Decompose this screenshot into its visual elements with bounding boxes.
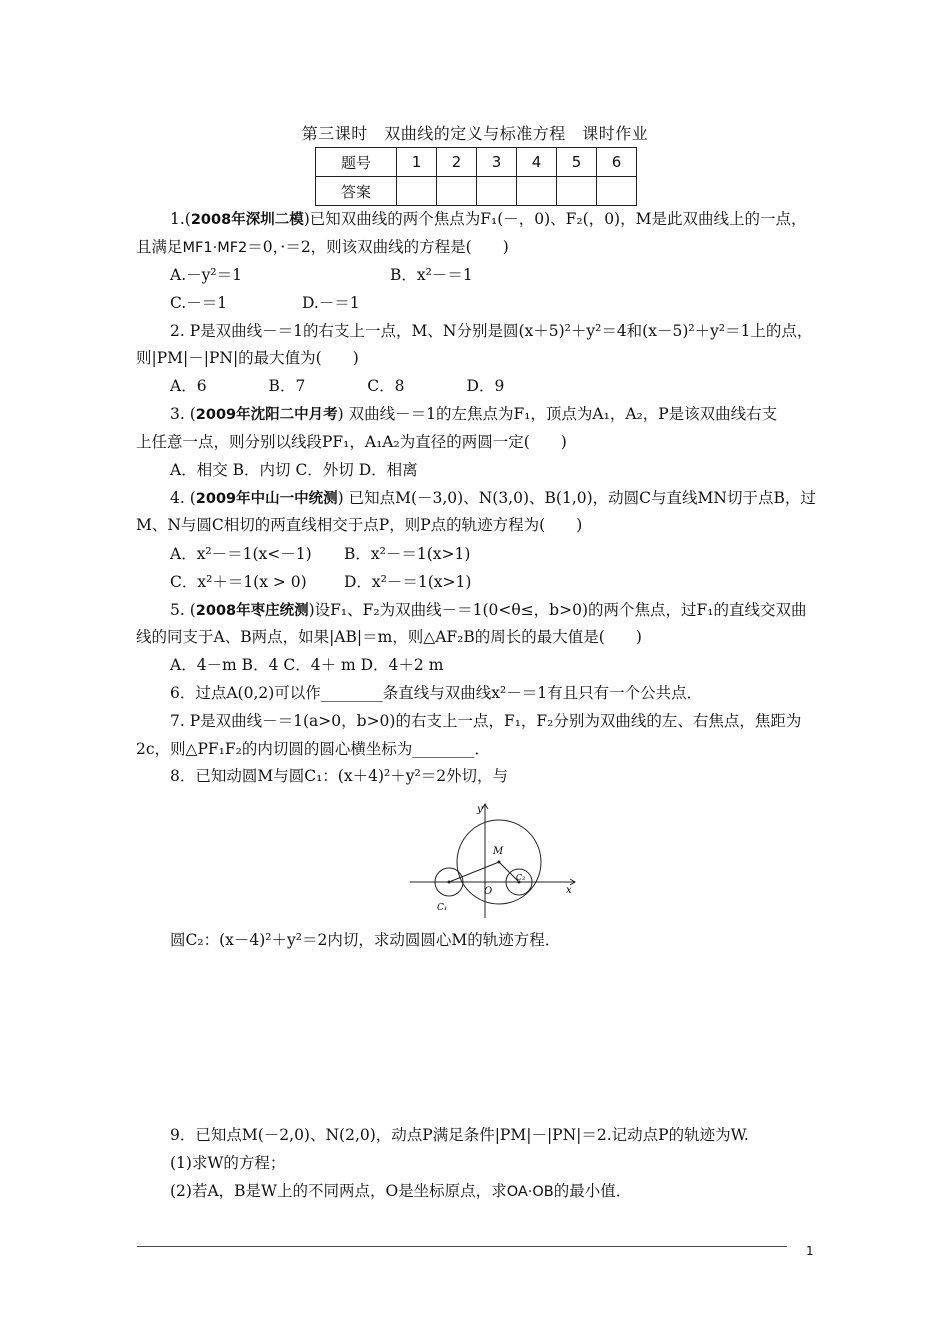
text: )设F₁、F₂为双曲线－＝1(0<θ≤，b>0)的两个焦点，过F₁的直线交双曲	[308, 601, 807, 619]
q3-options: A．相交 B．内切 C．外切 D．相离	[170, 461, 418, 479]
footer-divider	[137, 1246, 787, 1247]
text: (2)若A，B是W上的不同两点，O是坐标原点，求	[170, 1182, 507, 1200]
answer-cell	[437, 177, 477, 206]
text: 的最小值．	[553, 1182, 632, 1200]
q3-line2: 上任意一点，则分别以线段PF₁，A₁A₂为直径的两圆一定( )	[136, 433, 567, 451]
text: 且满足	[136, 238, 183, 256]
q2-line1: 2. P是双曲线－＝1的右支上一点，M、N分别是圆(x＋5)²＋y²＝4和(x－5)²＋y²＝1上的点，	[170, 322, 813, 340]
segment-m-c1	[449, 862, 499, 882]
table-header-cell: 答案	[316, 177, 397, 206]
page-number: 1	[806, 1244, 814, 1258]
point-m	[498, 861, 501, 864]
text: )已知双曲线的两个焦点为F₁(－，0)、F₂(，0)，M是此双曲线上的一点，	[303, 210, 807, 228]
q3-line1	[170, 404, 777, 425]
answer-cell	[397, 177, 437, 206]
q2-line2: 则|PM|－|PN|的最大值为( )	[136, 349, 359, 367]
m-label: M	[493, 846, 504, 857]
q1-option-d: D.－＝1	[302, 294, 360, 312]
q5-line1	[170, 600, 806, 621]
text: ) 双曲线－＝1的左焦点为F₁，顶点为A₁，A₂，P是该双曲线右支	[337, 405, 778, 423]
q7-line2: 2c，则△PF₁F₂的内切圆的圆心横坐标为________．	[136, 740, 490, 758]
q8-line1: 8．已知动圆M与圆C₁：(x＋4)²＋y²＝2外切，与	[170, 767, 509, 785]
q1-line1	[170, 209, 806, 230]
q1-option-b: B．x²－＝1	[390, 266, 473, 284]
table-cell: 4	[517, 148, 557, 177]
text: 5. (	[170, 601, 196, 619]
text: 1.(	[170, 210, 191, 228]
page-title: 第三课时 双曲线的定义与标准方程 课时作业	[301, 124, 649, 143]
text: ＝0，·＝2，则该双曲线的方程是( )	[247, 238, 509, 256]
vector-expression: MF1·MF2	[182, 240, 248, 256]
q4-line2: M、N与圆C相切的两直线相交于点P，则P点的轨迹方程为( )	[136, 516, 583, 534]
q4-option-a: A．x²－＝1(x<－1)	[170, 545, 312, 563]
source-tag: 2009年沈阳二中月考	[195, 407, 338, 423]
vector-expression: OA·OB	[506, 1184, 554, 1200]
point-c1	[448, 881, 451, 884]
table-cell: 3	[477, 148, 517, 177]
table-header-cell: 题号	[316, 148, 397, 177]
q5-options: A．4－m B．4 C．4＋ m D．4＋2 m	[170, 656, 444, 674]
y-label: y	[477, 804, 483, 815]
text: ) 已知点M(－3,0)、N(3,0)、B(1,0)，动圆C与直线MN切于点B，过	[337, 489, 816, 507]
table-cell: 6	[597, 148, 637, 177]
table-row	[316, 148, 637, 177]
q8-line2: 圆C₂：(x－4)²＋y²＝2内切，求动圆圆心M的轨迹方程．	[170, 931, 561, 949]
x-label: x	[566, 885, 572, 896]
q6-line1: 6．过点A(0,2)可以作________条直线与双曲线x²－＝1有且只有一个公共点．	[170, 684, 703, 702]
answer-cell	[557, 177, 597, 206]
source-tag: 2008年深圳二模	[190, 212, 304, 228]
text: 3. (	[170, 405, 196, 423]
q4-line1	[170, 488, 816, 509]
q1-line2	[136, 237, 509, 258]
o-label: O	[484, 886, 493, 897]
q4-option-b: B．x²－＝1(x>1)	[344, 545, 471, 563]
q7-line1: 7. P是双曲线－＝1(a>0，b>0)的右支上一点，F₁，F₂分别为双曲线的左、右焦点，焦距为	[170, 712, 802, 730]
circles-figure	[405, 798, 585, 920]
q1-option-a: A.－y²＝1	[170, 266, 242, 284]
q1-option-c: C.－＝1	[170, 294, 228, 312]
source-tag: 2009年中山一中统测	[195, 491, 338, 507]
answer-cell	[597, 177, 637, 206]
table-cell: 2	[437, 148, 477, 177]
c2-label: C₂	[516, 873, 526, 882]
q9-line2: (1)求W的方程；	[170, 1154, 286, 1172]
answer-table	[315, 147, 637, 206]
q4-option-c: C．x²＋＝1(x > 0)	[170, 573, 307, 591]
table-row	[316, 177, 637, 206]
text: 4. (	[170, 489, 196, 507]
answer-cell	[517, 177, 557, 206]
q4-option-d: D．x²－＝1(x>1)	[344, 573, 472, 591]
c1-label: C₁	[437, 903, 448, 913]
q5-line2: 线的同支于A、B两点，如果|AB|＝m，则△AF₂B的周长的最大值是( )	[136, 628, 642, 646]
source-tag: 2008年枣庄统测	[195, 603, 309, 619]
q2-options: A．6 B．7 C．8 D．9	[170, 377, 505, 395]
answer-cell	[477, 177, 517, 206]
table-cell: 1	[397, 148, 437, 177]
table-cell: 5	[557, 148, 597, 177]
q9-line1: 9．已知点M(－2,0)、N(2,0)，动点P满足条件|PM|－|PN|＝2.记动点P的轨迹为W.	[170, 1126, 749, 1144]
q9-line3	[170, 1181, 631, 1202]
